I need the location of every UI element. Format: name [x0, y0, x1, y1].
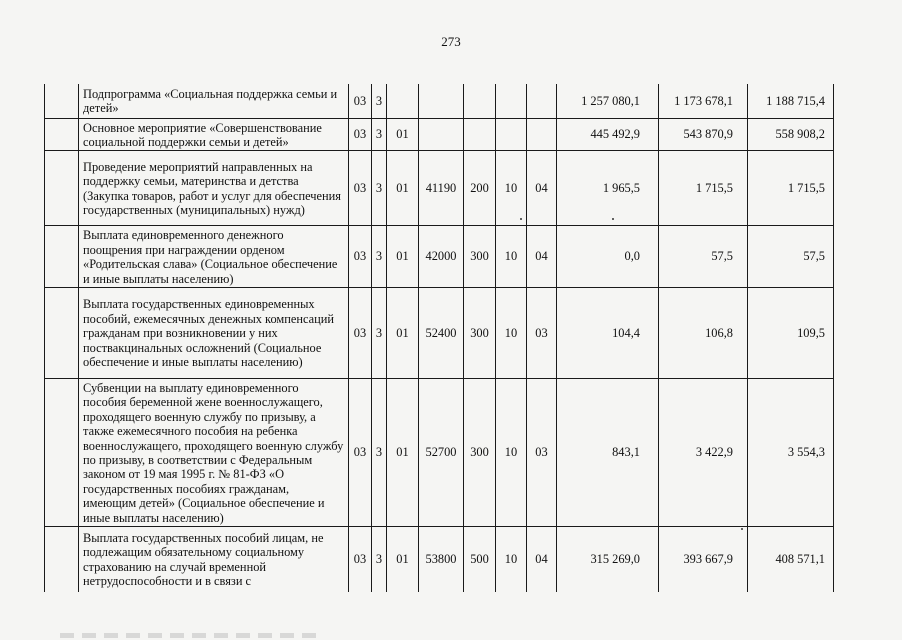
- amount-cell: 3 554,3: [748, 378, 834, 526]
- code-cell: [527, 84, 557, 118]
- code-cell: 300: [464, 287, 496, 378]
- code-cell: 52700: [419, 378, 464, 526]
- code-cell: 04: [527, 527, 557, 592]
- page-number: 273: [441, 34, 461, 49]
- table-row: [45, 527, 834, 592]
- code-cell: 03: [527, 287, 557, 378]
- code-cell: 500: [464, 527, 496, 592]
- row-name: Выплата единовременного денежного поощрения при награждении орденом «Родительская слава» (Социальное обеспечение и иные выплаты населению): [79, 226, 349, 288]
- code-cell: 03: [349, 527, 372, 592]
- code-cell: 03: [527, 378, 557, 526]
- amount-cell: 445 492,9: [557, 118, 659, 151]
- table-row: [45, 118, 834, 151]
- code-cell: [464, 118, 496, 151]
- amount-cell: 1 173 678,1: [659, 84, 748, 118]
- code-cell: 3: [372, 118, 387, 151]
- code-cell: 04: [527, 151, 557, 226]
- code-cell: 10: [496, 151, 527, 226]
- code-cell: 01: [387, 226, 419, 288]
- table-row: [45, 226, 834, 288]
- code-cell: 3: [372, 378, 387, 526]
- blank-cell: [45, 226, 79, 288]
- code-cell: 10: [496, 287, 527, 378]
- blank-cell: [45, 151, 79, 226]
- amount-cell: 408 571,1: [748, 527, 834, 592]
- amount-cell: 843,1: [557, 378, 659, 526]
- code-cell: 3: [372, 287, 387, 378]
- row-name: Подпрограмма «Социальная поддержка семьи и детей»: [79, 84, 349, 118]
- code-cell: 03: [349, 287, 372, 378]
- table-row: [45, 378, 834, 526]
- code-cell: 01: [387, 378, 419, 526]
- code-cell: [527, 118, 557, 151]
- code-cell: [419, 84, 464, 118]
- amount-cell: 1 715,5: [748, 151, 834, 226]
- code-cell: [419, 118, 464, 151]
- code-cell: 300: [464, 226, 496, 288]
- scan-speck: [612, 218, 614, 220]
- amount-cell: 393 667,9: [659, 527, 748, 592]
- code-cell: 03: [349, 226, 372, 288]
- amount-cell: 543 870,9: [659, 118, 748, 151]
- code-cell: 10: [496, 226, 527, 288]
- row-name: Субвенции на выплату единовременного пособия беременной жене военнослужащего, проходящего военную службу по призыву, а также ежемесячного пособия на ребенка военнослужащего, проходящего военную службу по призыву, в соответствии с Федеральным законом от 19 мая 1995 г. № 81-ФЗ «О государственных пособиях гражданам, имеющим детей» (Социальное обеспечение и иные выплаты населению): [79, 378, 349, 526]
- blank-cell: [45, 378, 79, 526]
- amount-cell: 558 908,2: [748, 118, 834, 151]
- code-cell: 52400: [419, 287, 464, 378]
- code-cell: [464, 84, 496, 118]
- row-name: Выплата государственных единовременных пособий, ежемесячных денежных компенсаций гражданам при возникновении у них поствакцинальных осложнений (Социальное обеспечение и иные выплаты населению): [79, 287, 349, 378]
- code-cell: 3: [372, 151, 387, 226]
- scan-speck: [520, 218, 522, 220]
- code-cell: 53800: [419, 527, 464, 592]
- table-row: [45, 151, 834, 226]
- amount-cell: 1 257 080,1: [557, 84, 659, 118]
- code-cell: 01: [387, 527, 419, 592]
- code-cell: 03: [349, 151, 372, 226]
- amount-cell: 109,5: [748, 287, 834, 378]
- code-cell: 03: [349, 378, 372, 526]
- budget-table: [44, 84, 834, 592]
- code-cell: 01: [387, 118, 419, 151]
- amount-cell: 106,8: [659, 287, 748, 378]
- table-row: [45, 84, 834, 118]
- blank-cell: [45, 527, 79, 592]
- code-cell: [496, 84, 527, 118]
- row-name: Выплата государственных пособий лицам, не подлежащим обязательному социальному страхованию на случай временной нетрудоспособности и в связи с: [79, 527, 349, 592]
- code-cell: 3: [372, 226, 387, 288]
- amount-cell: 57,5: [748, 226, 834, 288]
- amount-cell: 1 715,5: [659, 151, 748, 226]
- amount-cell: 57,5: [659, 226, 748, 288]
- amount-cell: 315 269,0: [557, 527, 659, 592]
- code-cell: 03: [349, 84, 372, 118]
- blank-cell: [45, 84, 79, 118]
- code-cell: 3: [372, 527, 387, 592]
- row-name: Проведение мероприятий направленных на поддержку семьи, материнства и детства (Закупка товаров, работ и услуг для обеспечения государственных (муниципальных) нужд): [79, 151, 349, 226]
- table-row: [45, 287, 834, 378]
- code-cell: 03: [349, 118, 372, 151]
- code-cell: 41190: [419, 151, 464, 226]
- code-cell: 10: [496, 378, 527, 526]
- amount-cell: 1 965,5: [557, 151, 659, 226]
- scan-speck: [741, 528, 743, 530]
- amount-cell: 1 188 715,4: [748, 84, 834, 118]
- blank-cell: [45, 287, 79, 378]
- code-cell: 01: [387, 151, 419, 226]
- code-cell: 3: [372, 84, 387, 118]
- code-cell: 300: [464, 378, 496, 526]
- blank-cell: [45, 118, 79, 151]
- code-cell: [387, 84, 419, 118]
- code-cell: 01: [387, 287, 419, 378]
- amount-cell: 104,4: [557, 287, 659, 378]
- code-cell: 42000: [419, 226, 464, 288]
- row-name: Основное мероприятие «Совершенствование социальной поддержки семьи и детей»: [79, 118, 349, 151]
- code-cell: 200: [464, 151, 496, 226]
- code-cell: [496, 118, 527, 151]
- code-cell: 10: [496, 527, 527, 592]
- scan-footer-smudge: [60, 633, 320, 638]
- amount-cell: 3 422,9: [659, 378, 748, 526]
- amount-cell: 0,0: [557, 226, 659, 288]
- code-cell: 04: [527, 226, 557, 288]
